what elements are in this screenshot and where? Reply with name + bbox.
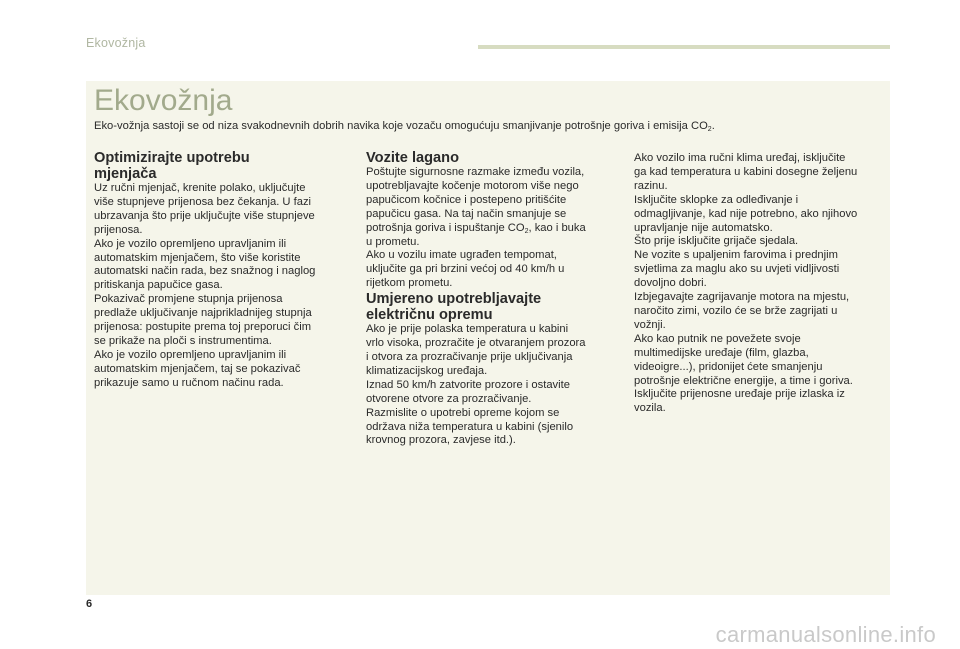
intro-text: Eko-vožnja sastoji se od niza svakodnevnih dobrih navika koje vozaču omogućuju smanjivanje potrošnje goriva i emisija CO: [94, 120, 708, 132]
section-header-label: Ekovožnja: [86, 36, 146, 50]
intro-subscript: 2: [707, 126, 712, 133]
drive-paragraph-1: [366, 166, 608, 249]
tips-paragraph-1: Ako vozilo ima ručni klima uređaj, isključite ga kad temperatura u kabini dosegne željenu razinu. Isključite sklopke za odleđivanje i odmagljivanje, kad nije potrebno, ako njihovo upravljanje nije automatsko. Što prije isključite grijače sjedala.: [634, 152, 858, 248]
watermark: carmanualsonline.info: [715, 622, 936, 647]
gearbox-paragraph-1: Uz ručni mjenjač, krenite polako, uključujte više stupnjeve prijenosa bez čekanja. U fazi ubrzavanja što prije uključujte više stupnjeve prijenosa.: [94, 182, 315, 236]
heading-electrical-equipment: Umjereno upotrebljavajte električnu opremu: [366, 291, 542, 324]
tips-paragraph-3: Izbjegavajte zagrijavanje motora na mjestu, naročito zimi, vozilo će se brže zagrijati u vožnji.: [634, 291, 850, 331]
column-driving: [366, 150, 608, 448]
intro-paragraph: [94, 120, 884, 132]
column-gearbox: [94, 150, 342, 391]
drive-paragraph-1-end: , kao i buka u prometu.: [366, 221, 586, 248]
electrical-paragraph-1: Ako je prije polaska temperatura u kabini vrlo visoka, prozračite je otvaranjem prozora i otvora za prozračivanje prije uključivanja klimatizacijskog uređaja. Iznad 50 km/h zatvorite prozore i ostavite otvorene otvore za prozračivanje. Razmislite o upotrebi opreme kojom se održava niža temperatura u kabini (sjenilo krovnog prozora, zavjese itd.).: [366, 323, 586, 447]
tips-paragraph-4: Ako kao putnik ne povežete svoje multimedijske uređaje (film, glazba, videoigre...), pridonijet ćete smanjenju potrošnje električne energije, a time i goriva. Isključite prijenosne uređaje prije izlaska iz vozila.: [634, 332, 853, 415]
drive-paragraph-1-subscript: 2: [524, 227, 529, 235]
heading-gearbox: Optimizirajte upotrebu mjenjača: [94, 150, 250, 182]
column-tips: [634, 152, 880, 416]
tips-paragraph-2: Ne vozite s upaljenim farovima i prednjim svjetlima za maglu ako su uvjeti vidljivosti dovoljno dobri.: [634, 249, 840, 290]
header-divider: [478, 45, 890, 49]
heading-drive-smoothly: Vozite lagano: [366, 150, 459, 166]
intro-end: .: [711, 120, 715, 132]
drive-paragraph-1-text: Poštujte sigurnosne razmake između vozila, upotrebljavajte kočenje motorom više nego papučicom kočnice i postepeno pritišćite papučicu gasa. Na taj način smanjuje se potrošnja goriva i ispuštanje CO: [366, 166, 585, 234]
drive-paragraph-2: Ako u vozilu imate ugrađen tempomat, uključite ga pri brzini većoj od 40 km/h u rijetkom prometu.: [366, 249, 565, 290]
gearbox-paragraph-2: Ako je vozilo opremljeno upravljanim ili automatskim mjenjačem, što više koristite automatski način rada, bez snažnog i naglog pritiskanja papučice gasa.: [94, 237, 316, 292]
page-number: 6: [86, 598, 93, 610]
page-title: Ekovožnja: [94, 84, 233, 117]
gearbox-paragraph-3: Pokazivač promjene stupnja prijenosa predlaže uključivanje najprikladnijeg stupnja prijenosa: postupite prema toj preporuci čim se prikaže na ploči s instrumentima. Ako je vozilo opremljeno upravljanim ili automatskim mjenjačem, taj se pokazivač prikazuje samo u ručnom načinu rada.: [94, 293, 312, 389]
